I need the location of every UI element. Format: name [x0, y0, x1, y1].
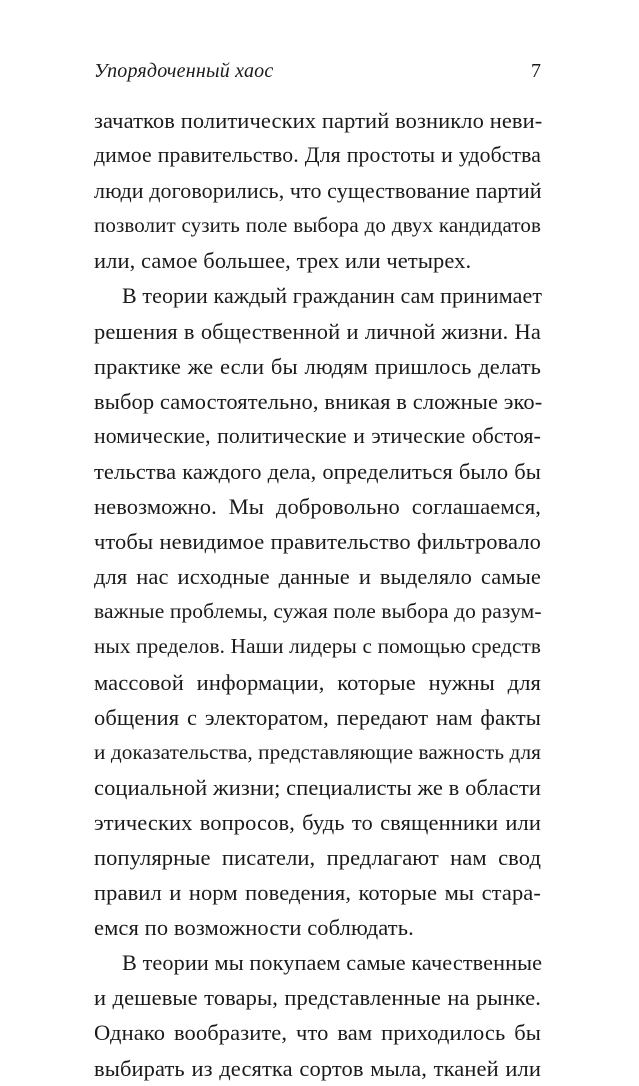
page-number: 7 — [531, 60, 541, 82]
running-head — [94, 58, 541, 84]
text-line: зачатков политических партий возникло неви- — [94, 108, 543, 133]
text-line: выбирать из десятка сортов мыла, тканей или — [94, 1055, 541, 1081]
text-line: емся по возможности соблюдать. — [94, 915, 414, 941]
text-line: для нас исходные данные и выделяло самые — [94, 564, 541, 590]
text-line: практике же если бы людям пришлось делать — [94, 353, 541, 379]
text-line: и доказательства, представляющие важность для — [94, 739, 542, 764]
text-line: чтобы невидимое правительство фильтровало — [94, 529, 541, 555]
paragraph-first-line: В теории каждый гражданин сам принимает — [122, 283, 543, 309]
text-line: массовой информации, которые нужны для — [94, 669, 541, 695]
text-line: ных пределов. Наши лидеры с помощью средств — [94, 634, 541, 659]
text-line: общения с электоратом, передают нам факты — [94, 704, 541, 730]
text-line: и дешевые товары, представленные на рынке. — [94, 985, 541, 1011]
text-line: люди договорились, что существование партий — [94, 178, 542, 204]
running-title: Упорядоченный хаос — [94, 60, 274, 82]
paragraph-first-line: В теории мы покупаем самые качественные — [122, 950, 543, 976]
text-line: популярные писатели, предлагают нам свод — [94, 844, 541, 870]
text-line: правил и норм поведения, которые мы стара- — [94, 880, 541, 906]
text-line: Однако вообразите, что вам приходилось бы — [94, 1020, 541, 1046]
text-line: тельства каждого дела, определиться было бы — [94, 458, 541, 484]
text-line: невозможно. Мы добровольно соглашаемся, — [94, 494, 541, 520]
text-line: димое правительство. Для простоты и удобства — [94, 143, 541, 168]
body-text — [94, 103, 541, 1086]
text-line: важные проблемы, сужая поле выбора до разум- — [94, 599, 542, 624]
text-line: номические, политические и этические обстоя- — [94, 423, 541, 448]
text-line: или, самое большее, трех или четырех. — [94, 248, 472, 274]
text-line: решения в общественной и личной жизни. На — [94, 318, 541, 344]
text-line: позволит сузить поле выбора до двух кандидатов — [94, 213, 541, 238]
text-line: выбор самостоятельно, вникая в сложные эко- — [94, 388, 543, 414]
text-line: социальной жизни; специалисты же в области — [94, 774, 542, 800]
text-line: этических вопросов, будь то священники или — [94, 809, 541, 835]
